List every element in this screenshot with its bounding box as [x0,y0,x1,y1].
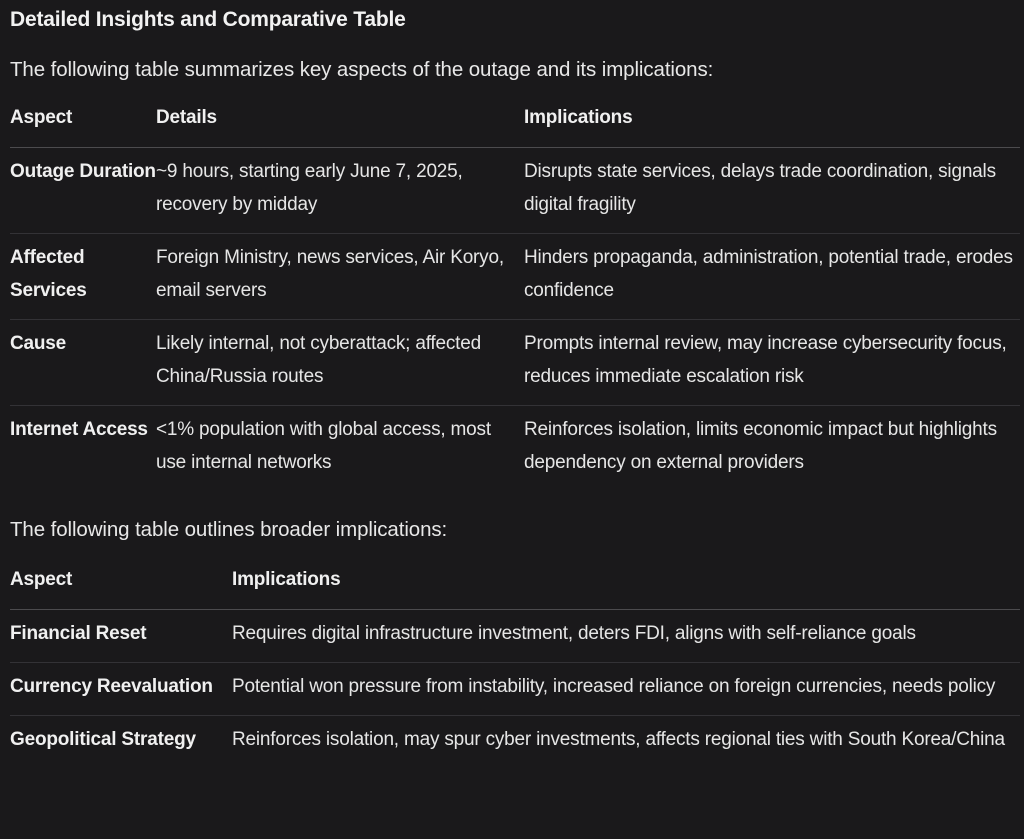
table-row [10,663,1020,716]
table-row [10,234,1020,320]
row-aspect: Financial Reset [10,623,147,644]
row-implications: Hinders propaganda, administration, potential trade, erodes confidence [524,247,1013,301]
row-details: ~9 hours, starting early June 7, 2025, recovery by midday [156,161,463,215]
row-aspect: Internet Access [10,419,148,440]
table-row [10,148,1020,234]
row-details: Foreign Ministry, news services, Air Koryo, email servers [156,247,504,301]
broader-implications-table [10,563,1020,768]
column-header-aspect: Aspect [10,107,73,128]
column-header-implications: Implications [232,569,341,590]
table-header-row [10,563,1020,610]
row-aspect: Currency Reevaluation [10,676,213,697]
row-details: <1% population with global access, most use internal networks [156,419,491,473]
row-implications: Reinforces isolation, may spur cyber investments, affects regional ties with South Korea/China [232,729,1005,750]
table1-intro: The following table summarizes key aspects of the outage and its implications: [10,58,714,81]
row-implications: Potential won pressure from instability, increased reliance on foreign currencies, needs policy [232,676,996,697]
row-aspect: Affected Services [10,247,87,301]
table2-intro: The following table outlines broader implications: [10,518,448,541]
table-row [10,716,1020,769]
section-heading: Detailed Insights and Comparative Table [10,8,406,31]
table-row [10,406,1020,492]
row-details: Likely internal, not cyberattack; affected China/Russia routes [156,333,481,387]
row-implications: Requires digital infrastructure investment, deters FDI, aligns with self-reliance goals [232,623,916,644]
row-implications: Reinforces isolation, limits economic impact but highlights dependency on external providers [524,419,997,473]
table-row [10,610,1020,663]
column-header-aspect: Aspect [10,569,73,590]
row-aspect: Cause [10,333,67,354]
table-header-row [10,101,1020,148]
row-aspect: Outage Duration [10,161,156,182]
row-aspect: Geopolitical Strategy [10,729,196,750]
column-header-details: Details [156,107,217,128]
row-implications: Prompts internal review, may increase cybersecurity focus, reduces immediate escalation risk [524,333,1007,387]
table-row [10,320,1020,406]
row-implications: Disrupts state services, delays trade coordination, signals digital fragility [524,161,996,215]
column-header-implications: Implications [524,107,633,128]
outage-aspects-table [10,101,1020,491]
